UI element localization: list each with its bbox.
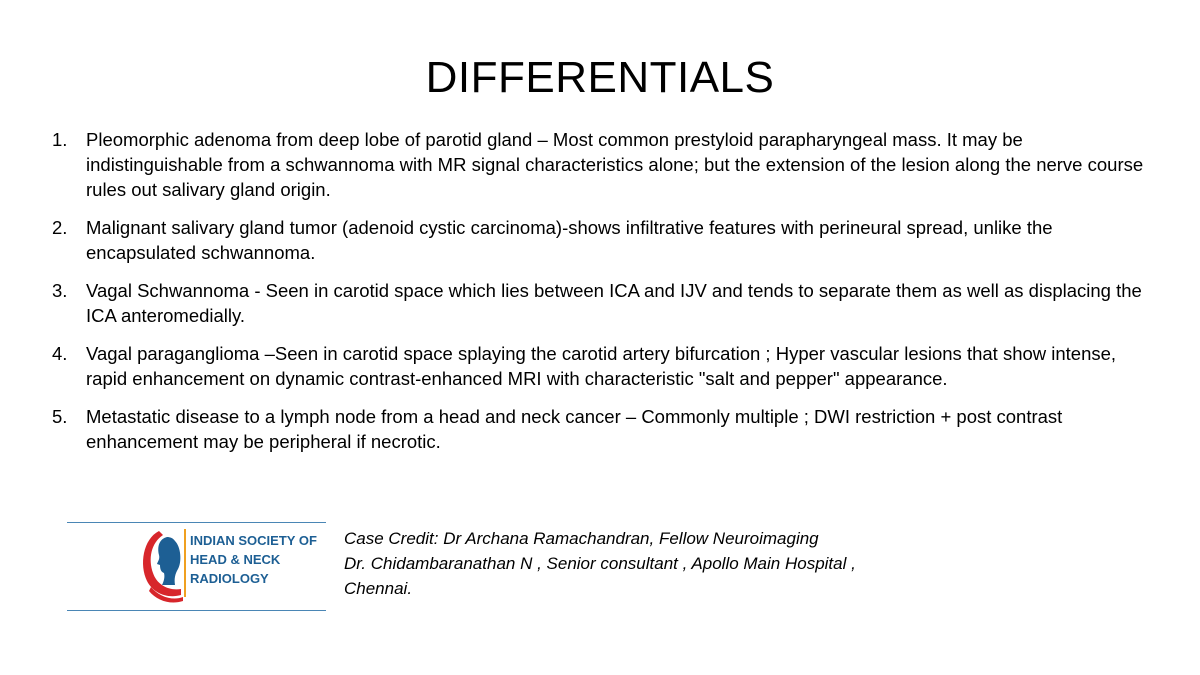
- list-item: [52, 127, 1162, 202]
- slide-title: DIFFERENTIALS: [425, 53, 775, 102]
- logo-text-line: RADIOLOGY: [190, 571, 269, 586]
- logo-text-line: HEAD & NECK: [190, 552, 281, 567]
- list-item: [52, 215, 1162, 265]
- head-profile-logo-icon: [137, 525, 187, 605]
- list-item: [52, 278, 1162, 328]
- list-item-number: 3.: [52, 280, 68, 301]
- list-item-text: Malignant salivary gland tumor (adenoid cystic carcinoma)-shows infiltrative features with perineural spread, unlike the encapsulated schwannoma.: [86, 217, 1053, 263]
- credit-line: Chennai.: [344, 579, 413, 598]
- logo-bottom-rule: [67, 610, 326, 611]
- society-logo: [67, 521, 326, 613]
- differentials-list: [52, 127, 1162, 467]
- list-item-number: 2.: [52, 217, 68, 238]
- list-item-text: Metastatic disease to a lymph node from a head and neck cancer – Commonly multiple ; DWI restriction + post contrast enhancement may be peripheral if necrotic.: [86, 406, 1063, 452]
- footer: [67, 521, 967, 613]
- logo-text: [190, 531, 330, 588]
- logo-top-rule: [67, 522, 326, 523]
- list-item: [52, 341, 1162, 391]
- logo-text-line: INDIAN SOCIETY OF: [190, 533, 317, 548]
- credit-line: Case Credit: Dr Archana Ramachandran, Fellow Neuroimaging: [344, 529, 819, 548]
- list-item-text: Vagal Schwannoma - Seen in carotid space which lies between ICA and IJV and tends to separate them as well as displacing the ICA anteromedially.: [86, 280, 1142, 326]
- list-item-number: 5.: [52, 406, 68, 427]
- credit-line: Dr. Chidambaranathan N , Senior consultant , Apollo Main Hospital ,: [344, 554, 856, 573]
- list-item-number: 1.: [52, 129, 68, 150]
- list-item-text: Pleomorphic adenoma from deep lobe of parotid gland – Most common prestyloid parapharyngeal mass. It may be indistinguishable from a schwannoma with MR signal characteristics alone; but the extension of the lesion along the nerve course rules out salivary gland origin.: [86, 129, 1144, 200]
- list-item-number: 4.: [52, 343, 68, 364]
- case-credits: [344, 526, 856, 601]
- list-item-text: Vagal paraganglioma –Seen in carotid space splaying the carotid artery bifurcation ; Hyper vascular lesions that show intense, rapid enhancement on dynamic contrast-enhanced MRI with characteristic "salt and pepper" appearance.: [86, 343, 1117, 389]
- list-item: [52, 404, 1162, 454]
- logo-divider: [184, 529, 186, 597]
